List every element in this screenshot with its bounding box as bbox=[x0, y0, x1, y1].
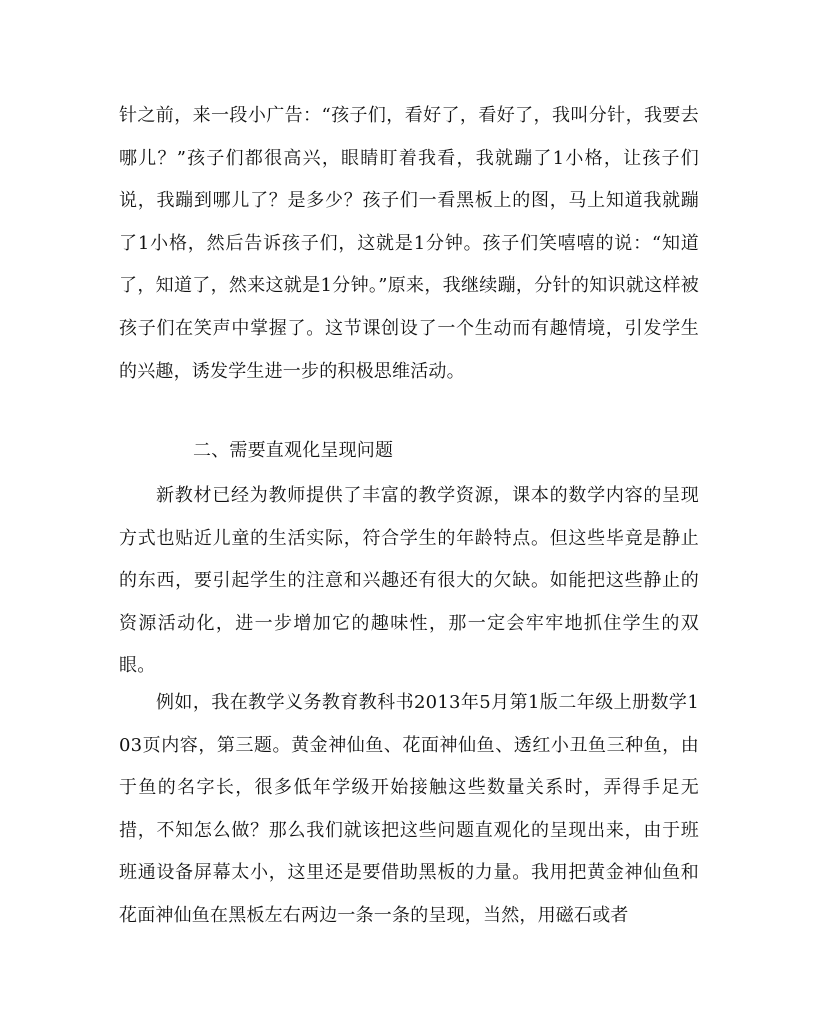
body-paragraph: 例如，我在教学义务教育教科书2013年5月第1版二年级上册数学103页内容，第三题。黄金神仙鱼、花面神仙鱼、透红小丑鱼三种鱼，由于鱼的名字长，很多低年学级开始接触这些数量关系时，弄得手足无措，不知怎么做？那么我们就该把这些问题直观化的呈现出来，由于班班通设备屏幕太小，这里还是要借助黑板的力量。我用把黄金神仙鱼和花面神仙鱼在黑板左右两边一条一条的呈现，当然，用磁石或者 bbox=[119, 692, 699, 926]
body-paragraph: 针之前，来一段小广告：“孩子们，看好了，看好了，我叫分针，我要去哪儿？”孩子们都很高兴，眼睛盯着我看，我就蹦了1小格，让孩子们说，我蹦到哪儿了？是多少？孩子们一看黑板上的图，马上知道我就蹦了1小格，然后告诉孩子们，这就是1分钟。孩子们笑嘻嘻的说：“知道了，知道了，然来这就是1分钟。”原来，我继续蹦，分针的知识就这样被孩子们在笑声中掌握了。这节课创设了一个生动而有趣情境，引发学生的兴趣，诱发学生进一步的积极思维活动。 bbox=[119, 105, 699, 382]
body-paragraph: 新教材已经为教师提供了丰富的教学资源，课本的数学内容的呈现方式也贴近儿童的生活实际，符合学生的年龄特点。但这些毕竟是静止的东西，要引起学生的注意和兴趣还有很大的欠缺。如能把这些静止的资源活动化，进一步增加它的趣味性，那一定会牢牢地抓住学生的双眼。 bbox=[119, 485, 699, 677]
section-heading: 二、需要直观化呈现问题 bbox=[193, 440, 394, 461]
